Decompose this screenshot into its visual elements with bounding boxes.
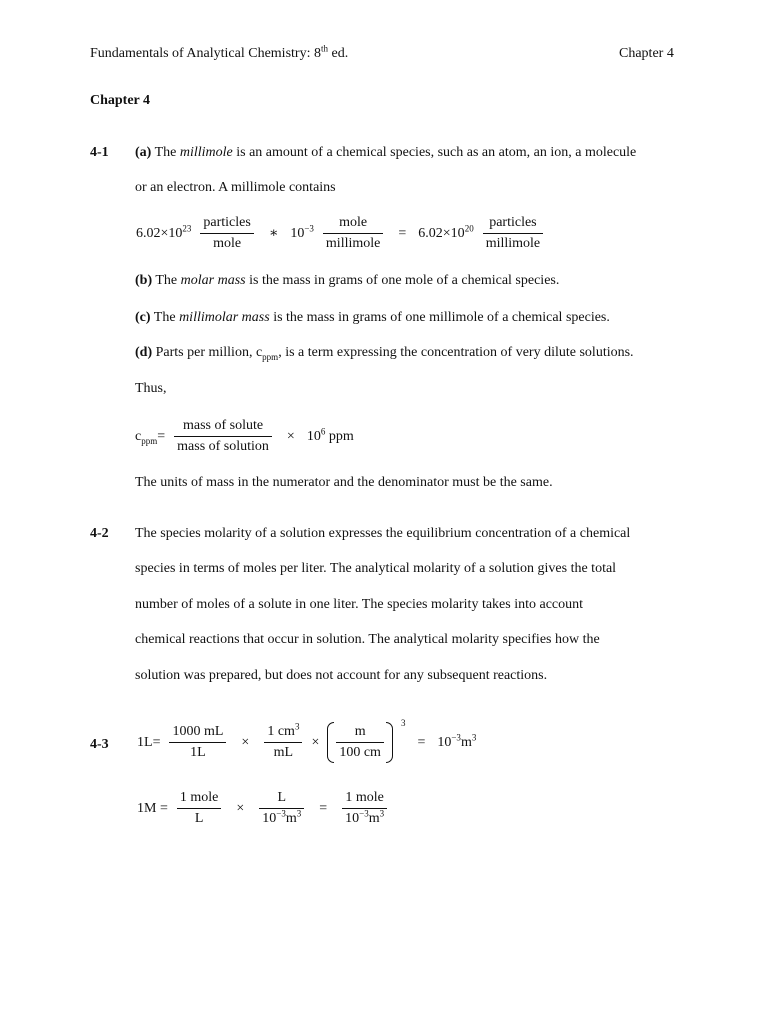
p42-line-4: chemical reactions that occur in solution. The analytical molarity specifies how the [135,632,600,647]
p42-line-5: solution was prepared, but does not account for any subsequent reactions. [135,668,548,683]
fraction-1000ml-per-1l: $\frac{1000 mL}{1L}$ [169,724,226,761]
eq2-lhs: 1M = [137,800,168,816]
fraction-particles-per-mole: $\frac{\text{particles}}{\text{mole}}$ [200,215,253,252]
part-d-line2: Thus, [135,381,167,396]
p42-line-3: number of moles of a solute in one liter. The species molarity takes into account [135,597,584,612]
times-sign-2: × [311,734,320,750]
ppm-factor: $10^6$ ppm [306,425,354,444]
eq1-result: $10^{-3}m^3$ [437,731,477,750]
part-d-line1: (d) Parts per million, $c_{ppm}$, is a term expressing the concentration of very dilute solutions. [135,345,634,362]
units-note: The units of mass in the numerator and the denominator must be the same. [135,475,553,490]
power-of-ten: $10^{-3}$ [290,222,314,241]
eq1-lhs: 1L= [137,734,161,750]
equals-sign: = [398,225,407,241]
part-c: (c) The millimolar mass is the mass in grams of one millimole of a chemical species. [135,310,610,325]
coefficient-1: $6.02\times 10^{23}$ [136,222,192,241]
fraction-l-per-m3: $\frac{L}{10^{-3}m^3}$ [259,790,304,827]
equals-sign: = [417,734,426,750]
parenthesized-fraction [327,724,393,761]
p42-line-1: The species molarity of a solution expresses the equilibrium concentration of a chemical [135,526,631,541]
ppm-equation [135,418,354,455]
times-sign: × [241,734,250,750]
fraction-cm3-per-ml: $\frac{1 cm^3}{mL}$ [264,724,302,761]
times-sign: × [236,800,245,816]
coefficient-2: $6.02\times 10^{20}$ [418,222,474,241]
liter-conversion-equation [137,717,477,761]
part-b: (b) The molar mass is the mass in grams of one mole of a chemical species. [135,273,560,288]
ppm-lhs: $c_{ppm}=$ [135,428,166,446]
problem-number-4-2: 4-2 [90,526,109,541]
fraction-mole-per-millimole: $\frac{\text{mole}}{\text{millimole}}$ [323,215,383,252]
times-sign: × [286,428,295,444]
part-a-line1: (a) The millimole is an amount of a chemical species, such as an atom, an ion, a molecule [135,145,637,160]
equals-sign: = [319,800,328,816]
multiply-star: ∗ [268,226,279,241]
p42-line-2: species in terms of moles per liter. The analytical molarity of a solution gives the total [135,561,617,576]
part-a-line2: or an electron. A millimole contains [135,180,336,195]
fraction-mole-per-l: $\frac{\text{1 mole}}{L}$ [177,790,222,827]
cube-exponent: 3 [400,717,406,728]
millimole-equation [136,215,546,252]
molarity-conversion-equation [137,790,390,827]
fraction-particles-per-millimole: $\frac{\text{particles}}{\text{millimole}}$ [483,215,543,252]
problem-number-4-1: 4-1 [90,145,109,160]
running-header-chapter: Chapter 4 [619,46,674,61]
problem-number-4-3: 4-3 [90,737,109,752]
running-header-title: Fundamentals of Analytical Chemistry: 8th ed. [90,43,349,61]
fraction-mole-per-m3: $\frac{\text{1 mole}}{10^{-3}m^3}$ [342,790,387,827]
fraction-m-per-100cm: $\frac{m}{100 cm}$ [336,724,384,761]
fraction-solute-per-solution: $\frac{\text{mass of solute}}{\text{mass of solution}}$ [174,418,272,455]
chapter-heading: Chapter 4 [90,93,151,108]
